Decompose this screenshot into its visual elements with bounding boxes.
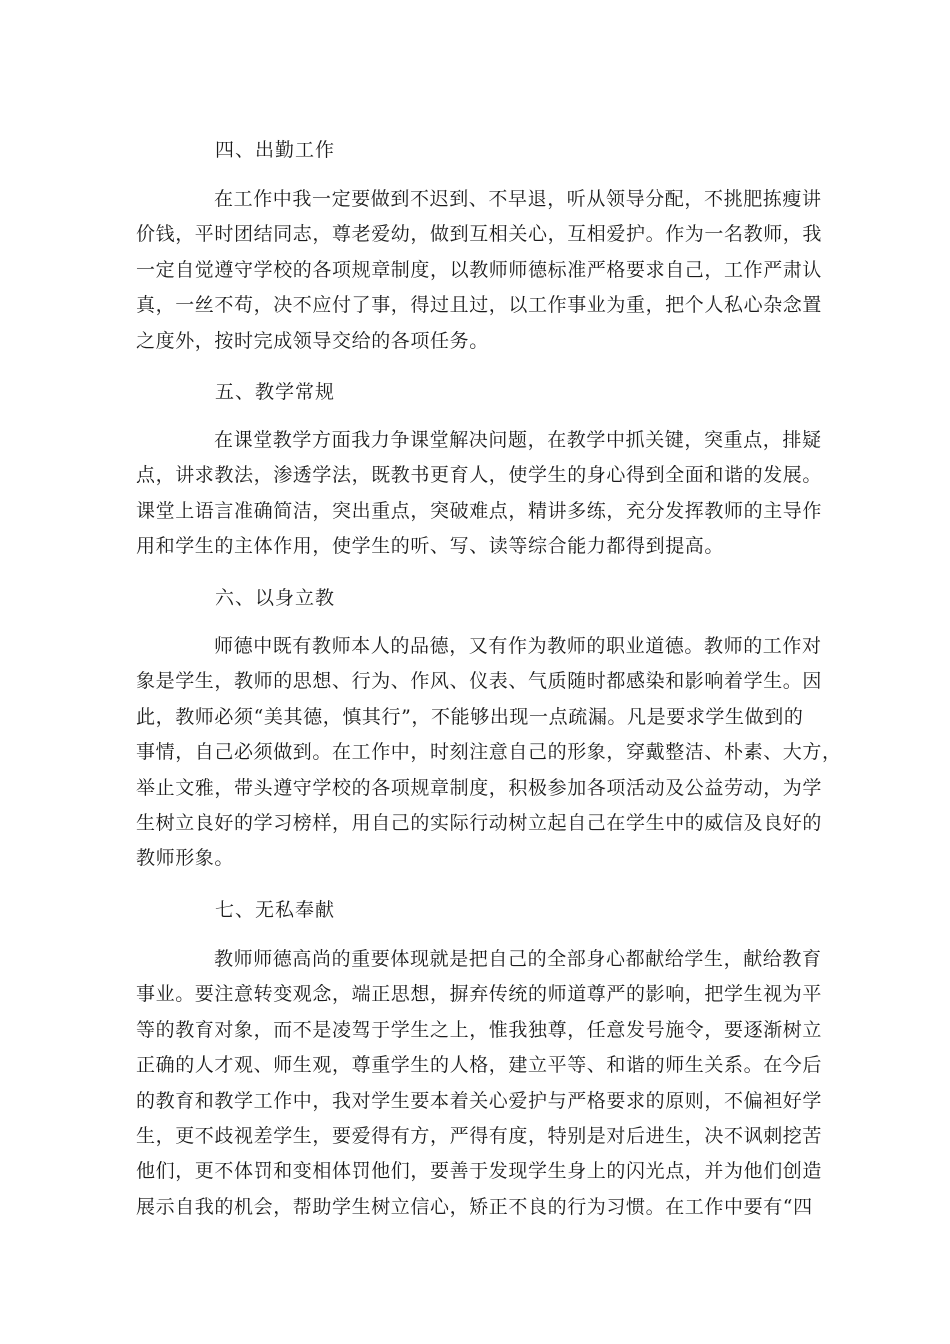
paragraph-line: 举止文雅，带头遵守学校的各项规章制度，积极参加各项活动及公益劳动，为学 (136, 776, 823, 799)
paragraph-line: 等的教育对象，而不是凌驾于学生之上，惟我独尊，任意发号施令，要逐渐树立 (136, 1018, 823, 1041)
paragraph-line: 课堂上语言准确简洁，突出重点，突破难点，精讲多练，充分发挥教师的主导作 (136, 499, 823, 522)
paragraph-line: 师德中既有教师本人的品德，又有作为教师的职业道德。教师的工作对 (214, 635, 822, 657)
paragraph-line: 教师形象。 (136, 847, 235, 870)
paragraph-line: 的教育和教学工作中，我对学生要本着关心爱护与严格要求的原则，不偏袒好学 (136, 1089, 823, 1112)
section-body-selfless-dedication (136, 942, 823, 1225)
section-heading-attendance: 四、出勤工作 (215, 139, 336, 161)
paragraph-line: 点，讲求教法，渗透学法，既教书更育人，使学生的身心得到全面和谐的发展。 (136, 464, 823, 487)
paragraph-line: 他们，更不体罚和变相体罚他们，要善于发现学生身上的闪光点，并为他们创造 (136, 1160, 823, 1183)
paragraph-line: 之度外，按时完成领导交给的各项任务。 (136, 329, 489, 352)
section-heading-lead-by-example: 六、以身立教 (215, 587, 336, 609)
paragraph-line: 教师师德高尚的重要体现就是把自己的全部身心都献给学生，献给教育 (214, 948, 822, 970)
paragraph-line: 正确的人才观、师生观，尊重学生的人格，建立平等、和谐的师生关系。在今后 (136, 1054, 823, 1077)
paragraph-line: 在工作中我一定要做到不迟到、不早退，听从领导分配，不挑肥拣瘦讲 (214, 188, 822, 210)
paragraph-line: 生，更不歧视差学生，要爱得有方，严得有度，特别是对后进生，决不讽刺挖苦 (136, 1125, 823, 1148)
paragraph-line: 事情，自己必须做到。在工作中，时刻注意自己的形象，穿戴整洁、朴素、大方， (136, 741, 842, 764)
section-body-teaching-routine (136, 423, 823, 565)
section-body-lead-by-example (136, 629, 842, 877)
paragraph-line: 在课堂教学方面我力争课堂解决问题，在教学中抓关键，突重点，排疑 (214, 429, 822, 451)
paragraph-line: 用和学生的主体作用，使学生的听、写、读等综合能力都得到提高。 (136, 535, 725, 558)
section-heading-teaching-routine: 五、教学常规 (215, 381, 336, 403)
section-body-attendance (136, 182, 823, 359)
paragraph-line: 展示自我的机会，帮助学生树立信心，矫正不良的行为习惯。在工作中要有“四 (136, 1195, 813, 1218)
paragraph-line: 价钱，平时团结同志，尊老爱幼，做到互相关心，互相爱护。作为一名教师，我 (136, 223, 823, 246)
paragraph-line: 象是学生，教师的思想、行为、作风、仪表、气质随时都感染和影响着学生。因 (136, 670, 823, 693)
paragraph-line: 事业。要注意转变观念，端正思想，摒弃传统的师道尊严的影响，把学生视为平 (136, 983, 823, 1006)
paragraph-line: 此，教师必须“美其德，慎其行”，不能够出现一点疏漏。凡是要求学生做到的 (136, 705, 804, 728)
paragraph-line: 一定自觉遵守学校的各项规章制度，以教师师德标准严格要求自己，工作严肃认 (136, 258, 823, 281)
paragraph-line: 生树立良好的学习榜样，用自己的实际行动树立起自己在学生中的威信及良好的 (136, 812, 823, 835)
paragraph-line: 真，一丝不苟，决不应付了事，得过且过，以工作事业为重，把个人私心杂念置 (136, 294, 823, 317)
section-heading-selfless-dedication: 七、无私奉献 (215, 899, 336, 921)
